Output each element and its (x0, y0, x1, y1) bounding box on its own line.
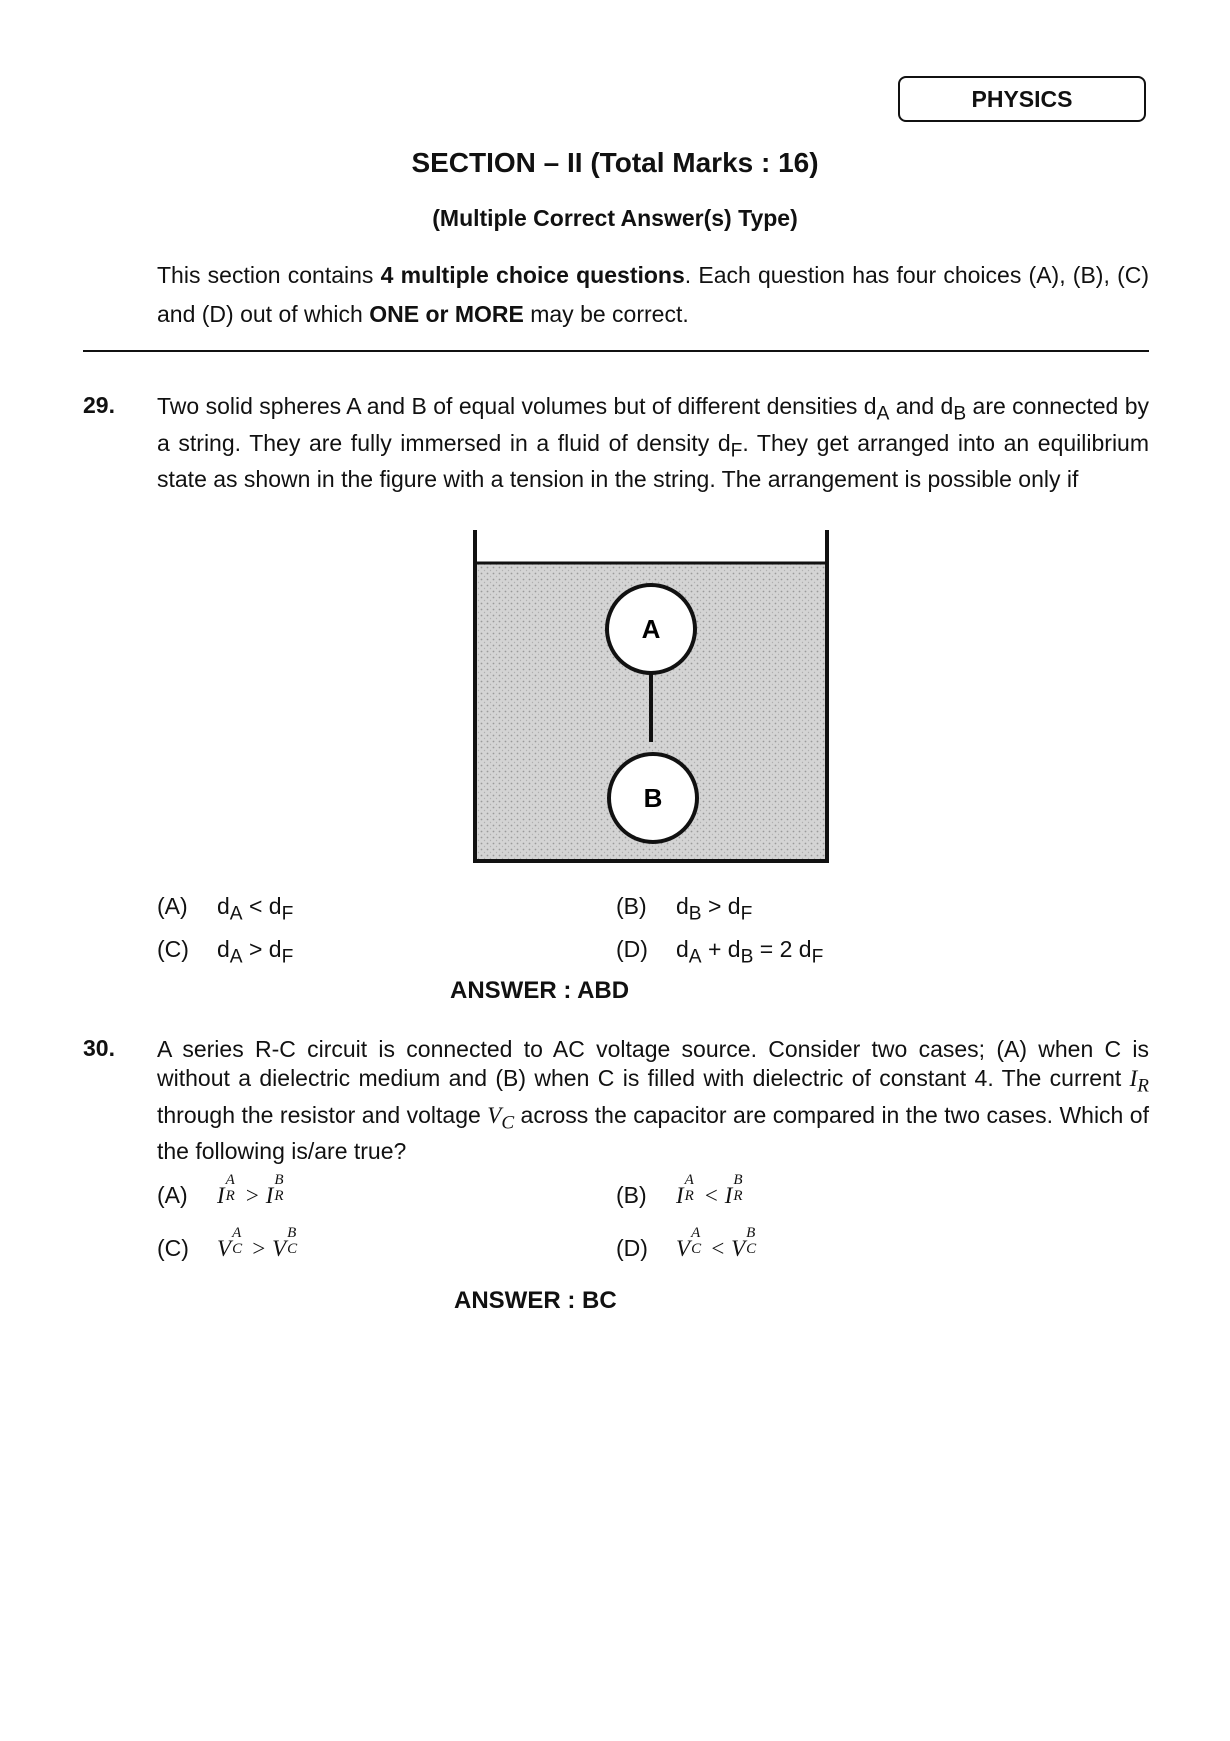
question-number-29: 29. (83, 392, 115, 418)
q29-option-b[interactable]: (B) $d_B > d_F$ (616, 893, 753, 925)
q29-option-a[interactable]: (A) $d_A < d_F$ (157, 893, 294, 925)
question-number-30: 30. (83, 1035, 115, 1061)
sphere-b-label: B (643, 783, 663, 813)
section-subtitle: (Multiple Correct Answer(s) Type) (432, 205, 798, 231)
spheres-in-fluid-figure (462, 530, 842, 870)
subject-label: PHYSICS (898, 76, 1146, 122)
question-text-29: Two solid spheres A and B of equal volumes but of different densities $d_A$ and $d_B$ are connected by a string. They are fully immersed in a fluid of density $d_F$. They get arranged into an equilibrium state as shown in the figure with a tension in the string. The arrangement is possible only if (157, 393, 1150, 493)
q29-answer: ANSWER : ABD (450, 977, 630, 1004)
section-instructions: This section contains 4 multiple choice questions. Each question has four choices (A), (B), (C) and (D) out of which ONE or MORE may be correct. (157, 262, 1150, 327)
sphere-a-label: A (641, 614, 661, 644)
q30-option-d[interactable]: (D) V A C < V B C (616, 1225, 757, 1261)
q29-option-d[interactable]: (D) $d_A + d_B = 2$ $d_F$ (616, 936, 824, 968)
question-text-30: A series R-C circuit is connected to AC voltage source. Consider two cases; (A) when C is without a dielectric medium and (B) when C is filled with dielectric of constant 4. The current $I_R$ through the resistor and voltage $V_C$ across the capacitor are compared in the two cases. Which of the following is/are true? (157, 1036, 1149, 1165)
q30-option-c[interactable]: (C) V A C > V B C (157, 1225, 298, 1261)
q30-answer: ANSWER : BC (454, 1287, 617, 1314)
q30-option-b[interactable]: (B) I A R < I B R (616, 1172, 743, 1208)
section-title: SECTION – II (Total Marks : 16) (411, 147, 819, 178)
section-divider (83, 350, 1149, 352)
q29-option-c[interactable]: (C) $d_A > d_F$ (157, 936, 294, 968)
q30-option-a[interactable]: (A) I A R > I B R (157, 1172, 284, 1208)
